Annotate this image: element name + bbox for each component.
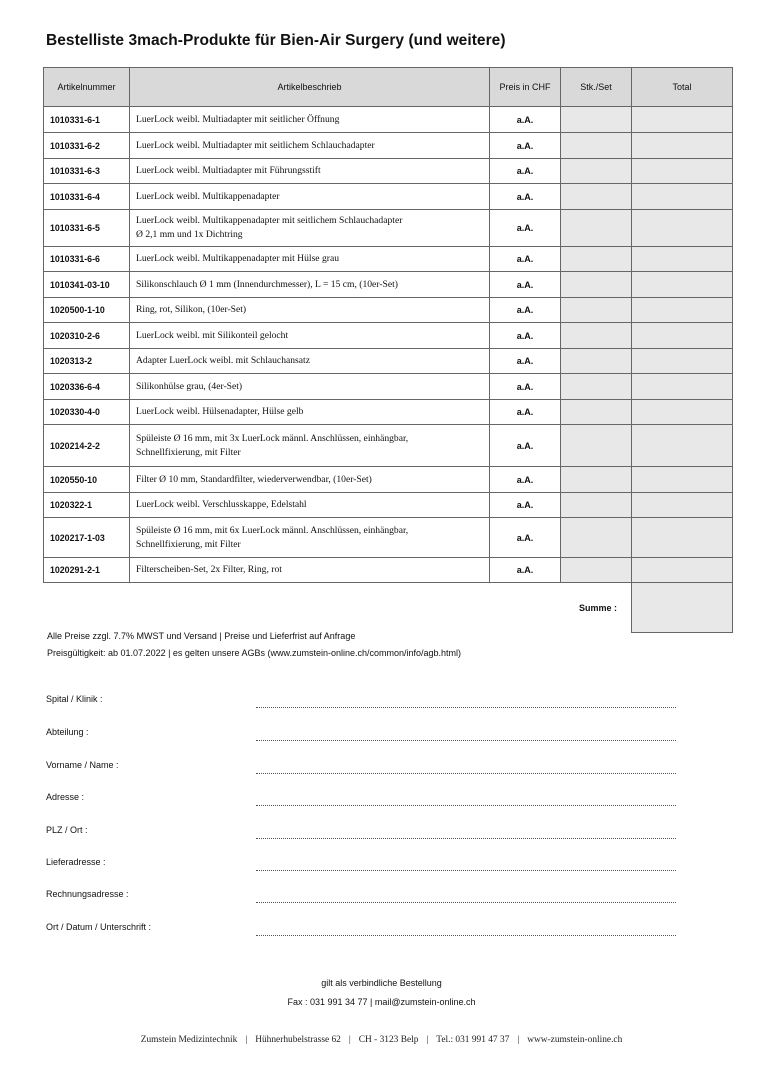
form-row [46, 792, 676, 808]
form-input-line[interactable] [256, 870, 676, 871]
form-input-line[interactable] [256, 740, 676, 741]
total-cell[interactable] [632, 558, 733, 583]
table-body [44, 107, 733, 583]
description-line: Adapter LuerLock weibl. mit Schlauchansatz [136, 355, 310, 367]
table-row [44, 467, 733, 493]
description-line: Filter Ø 10 mm, Standardfilter, wiederverwendbar, (10er-Set) [136, 473, 372, 485]
article-price: a.A. [490, 133, 561, 159]
quantity-cell[interactable] [561, 323, 632, 349]
description-line: LuerLock weibl. Multikappenadapter mit Hülse grau [136, 253, 340, 265]
quantity-cell[interactable] [561, 298, 632, 323]
footer-separator: | [348, 1035, 351, 1045]
binding-order-note: gilt als verbindliche Bestellung [321, 978, 442, 988]
description-line: LuerLock weibl. Hülsenadapter, Hülse gelb [136, 406, 304, 418]
article-number: 1020214-2-2 [44, 425, 130, 467]
article-description [130, 425, 490, 467]
table-row [44, 400, 733, 425]
company-footer [0, 1035, 763, 1045]
quantity-cell[interactable] [561, 272, 632, 298]
table-row [44, 518, 733, 558]
quantity-cell[interactable] [561, 400, 632, 425]
table-row [44, 558, 733, 583]
article-description [130, 272, 490, 298]
total-cell[interactable] [632, 184, 733, 210]
article-price: a.A. [490, 425, 561, 467]
description-line: Spüleiste Ø 16 mm, mit 6x LuerLock männl. Anschlüssen, einhängbar, [136, 524, 409, 536]
total-cell[interactable] [632, 323, 733, 349]
quantity-cell[interactable] [561, 518, 632, 558]
article-description [130, 558, 490, 583]
order-table [43, 67, 733, 633]
description-line: Ring, rot, Silikon, (10er-Set) [136, 304, 247, 316]
article-number: 1020550-10 [44, 467, 130, 493]
table-row [44, 298, 733, 323]
article-description [130, 133, 490, 159]
form-row [46, 727, 676, 743]
form-label: PLZ / Ort : [46, 825, 88, 835]
article-description [130, 400, 490, 425]
table-header-row [44, 68, 733, 107]
description-line: LuerLock weibl. mit Silikonteil gelocht [136, 329, 289, 341]
form-label: Lieferadresse : [46, 857, 106, 867]
total-cell[interactable] [632, 107, 733, 133]
article-price: a.A. [490, 184, 561, 210]
total-cell[interactable] [632, 247, 733, 272]
footer-separator: | [517, 1035, 520, 1045]
total-cell[interactable] [632, 493, 733, 518]
table-row [44, 374, 733, 400]
description-line: Ø 2,1 mm und 1x Dichtring [136, 229, 243, 240]
table-row [44, 247, 733, 272]
description-line: Silikonhülse grau, (4er-Set) [136, 380, 243, 392]
form-label: Adresse : [46, 792, 85, 802]
description-line: Spüleiste Ø 16 mm, mit 3x LuerLock männl. Anschlüssen, einhängbar, [136, 432, 409, 444]
article-description [130, 210, 490, 247]
form-input-line[interactable] [256, 902, 676, 903]
quantity-cell[interactable] [561, 425, 632, 467]
quantity-cell[interactable] [561, 133, 632, 159]
pricing-note: Alle Preise zzgl. 7.7% MWST und Versand | Preise und Lieferfrist auf Anfrage [47, 631, 356, 641]
quantity-cell[interactable] [561, 467, 632, 493]
article-number: 1010331-6-1 [44, 107, 130, 133]
sum-spacer [44, 583, 130, 633]
article-number: 1020336-6-4 [44, 374, 130, 400]
article-price: a.A. [490, 349, 561, 374]
article-number: 1020291-2-1 [44, 558, 130, 583]
article-number: 1020217-1-03 [44, 518, 130, 558]
header-total: Total [632, 68, 733, 107]
article-description [130, 467, 490, 493]
article-description [130, 298, 490, 323]
quantity-cell[interactable] [561, 374, 632, 400]
footer-item: Tel.: 031 991 47 37 [436, 1035, 510, 1045]
table-row [44, 133, 733, 159]
form-input-line[interactable] [256, 707, 676, 708]
article-description [130, 184, 490, 210]
form-input-line[interactable] [256, 935, 676, 936]
form-row [46, 825, 676, 841]
article-number: 1020310-2-6 [44, 323, 130, 349]
quantity-cell[interactable] [561, 247, 632, 272]
total-cell[interactable] [632, 374, 733, 400]
form-input-line[interactable] [256, 838, 676, 839]
total-cell[interactable] [632, 210, 733, 247]
total-cell[interactable] [632, 159, 733, 184]
description-line: LuerLock weibl. Multiadapter mit Führungsstift [136, 165, 321, 177]
article-price: a.A. [490, 298, 561, 323]
header-qty: Stk./Set [561, 68, 632, 107]
article-number: 1010331-6-6 [44, 247, 130, 272]
article-price: a.A. [490, 467, 561, 493]
quantity-cell[interactable] [561, 107, 632, 133]
table-row [44, 349, 733, 374]
total-cell[interactable] [632, 298, 733, 323]
article-price: a.A. [490, 493, 561, 518]
article-number: 1020330-4-0 [44, 400, 130, 425]
footer-separator: | [426, 1035, 429, 1045]
description-line: LuerLock weibl. Multikappenadapter [136, 190, 280, 202]
total-cell[interactable] [632, 518, 733, 558]
footer-item: Hühnerhubelstrasse 62 [255, 1035, 341, 1045]
form-label: Abteilung : [46, 727, 89, 737]
article-price: a.A. [490, 558, 561, 583]
form-label: Spital / Klinik : [46, 694, 103, 704]
header-description: Artikelbeschrieb [130, 68, 490, 107]
description-line: Filterscheiben-Set, 2x Filter, Ring, rot [136, 564, 282, 576]
sum-spacer [130, 583, 490, 633]
form-label: Vorname / Name : [46, 760, 119, 770]
article-price: a.A. [490, 374, 561, 400]
form-label: Ort / Datum / Unterschrift : [46, 922, 152, 932]
article-description [130, 323, 490, 349]
description-line: LuerLock weibl. Multikappenadapter mit seitlichem Schlauchadapter [136, 215, 403, 227]
footer-item: www-zumstein-online.ch [527, 1035, 623, 1045]
article-price: a.A. [490, 247, 561, 272]
article-price: a.A. [490, 272, 561, 298]
article-number: 1010331-6-4 [44, 184, 130, 210]
sum-label: Summe : [578, 602, 617, 613]
description-line: LuerLock weibl. Multiadapter mit seitlichem Schlauchadapter [136, 139, 375, 151]
quantity-cell[interactable] [561, 210, 632, 247]
article-price: a.A. [490, 107, 561, 133]
article-description [130, 518, 490, 558]
form-row [46, 922, 676, 938]
article-number: 1010331-6-2 [44, 133, 130, 159]
table-row [44, 107, 733, 133]
total-cell[interactable] [632, 425, 733, 467]
article-description [130, 349, 490, 374]
article-number: 1020500-1-10 [44, 298, 130, 323]
article-price: a.A. [490, 518, 561, 558]
form-row [46, 857, 676, 873]
article-description [130, 107, 490, 133]
article-price: a.A. [490, 323, 561, 349]
article-number: 1010331-6-5 [44, 210, 130, 247]
total-cell[interactable] [632, 467, 733, 493]
description-line: Schnellfixierung, mit Filter [136, 446, 241, 458]
total-cell[interactable] [632, 133, 733, 159]
description-line: LuerLock weibl. Verschlusskappe, Edelstahl [136, 499, 307, 511]
article-number: 1010331-6-3 [44, 159, 130, 184]
header-price: Preis in CHF [490, 68, 561, 107]
article-price: a.A. [490, 159, 561, 184]
total-cell[interactable] [632, 272, 733, 298]
footer-item: Zumstein Medizintechnik [140, 1035, 238, 1045]
sum-row [44, 583, 733, 633]
total-cell[interactable] [632, 400, 733, 425]
sum-total-cell[interactable] [632, 583, 733, 633]
form-input-line[interactable] [256, 773, 676, 774]
article-description [130, 247, 490, 272]
form-label: Rechnungsadresse : [46, 889, 129, 899]
form-row [46, 694, 676, 710]
quantity-cell[interactable] [561, 349, 632, 374]
quantity-cell[interactable] [561, 493, 632, 518]
quantity-cell[interactable] [561, 159, 632, 184]
header-article: Artikelnummer [44, 68, 130, 107]
form-row [46, 760, 676, 776]
description-line: Schnellfixierung, mit Filter [136, 538, 241, 550]
article-number: 1020322-1 [44, 493, 130, 518]
quantity-cell[interactable] [561, 184, 632, 210]
footer-item: CH - 3123 Belp [358, 1035, 419, 1045]
article-number: 1020313-2 [44, 349, 130, 374]
table-row [44, 323, 733, 349]
table-row [44, 425, 733, 467]
quantity-cell[interactable] [561, 558, 632, 583]
article-description [130, 493, 490, 518]
footer-separator: | [245, 1035, 248, 1045]
description-line: LuerLock weibl. Multiadapter mit seitlicher Öffnung [136, 113, 340, 125]
page-title: Bestelliste 3mach-Produkte für Bien-Air Surgery (und weitere) [46, 32, 506, 49]
validity-note: Preisgültigkeit: ab 01.07.2022 | es gelten unsere AGBs (www.zumstein-online.ch/common/info/agb.html) [47, 648, 462, 658]
table-row [44, 272, 733, 298]
contact-line: Fax : 031 991 34 77 | mail@zumstein-online.ch [287, 997, 476, 1007]
table-row [44, 493, 733, 518]
article-description [130, 374, 490, 400]
table-row [44, 210, 733, 247]
sum-spacer [490, 583, 561, 633]
table-row [44, 159, 733, 184]
article-description [130, 159, 490, 184]
article-number: 1010341-03-10 [44, 272, 130, 298]
total-cell[interactable] [632, 349, 733, 374]
table-row [44, 184, 733, 210]
description-line: Silikonschlauch Ø 1 mm (Innendurchmesser), L = 15 cm, (10er-Set) [136, 278, 398, 290]
form-row [46, 889, 676, 905]
article-price: a.A. [490, 400, 561, 425]
article-price: a.A. [490, 210, 561, 247]
form-input-line[interactable] [256, 805, 676, 806]
